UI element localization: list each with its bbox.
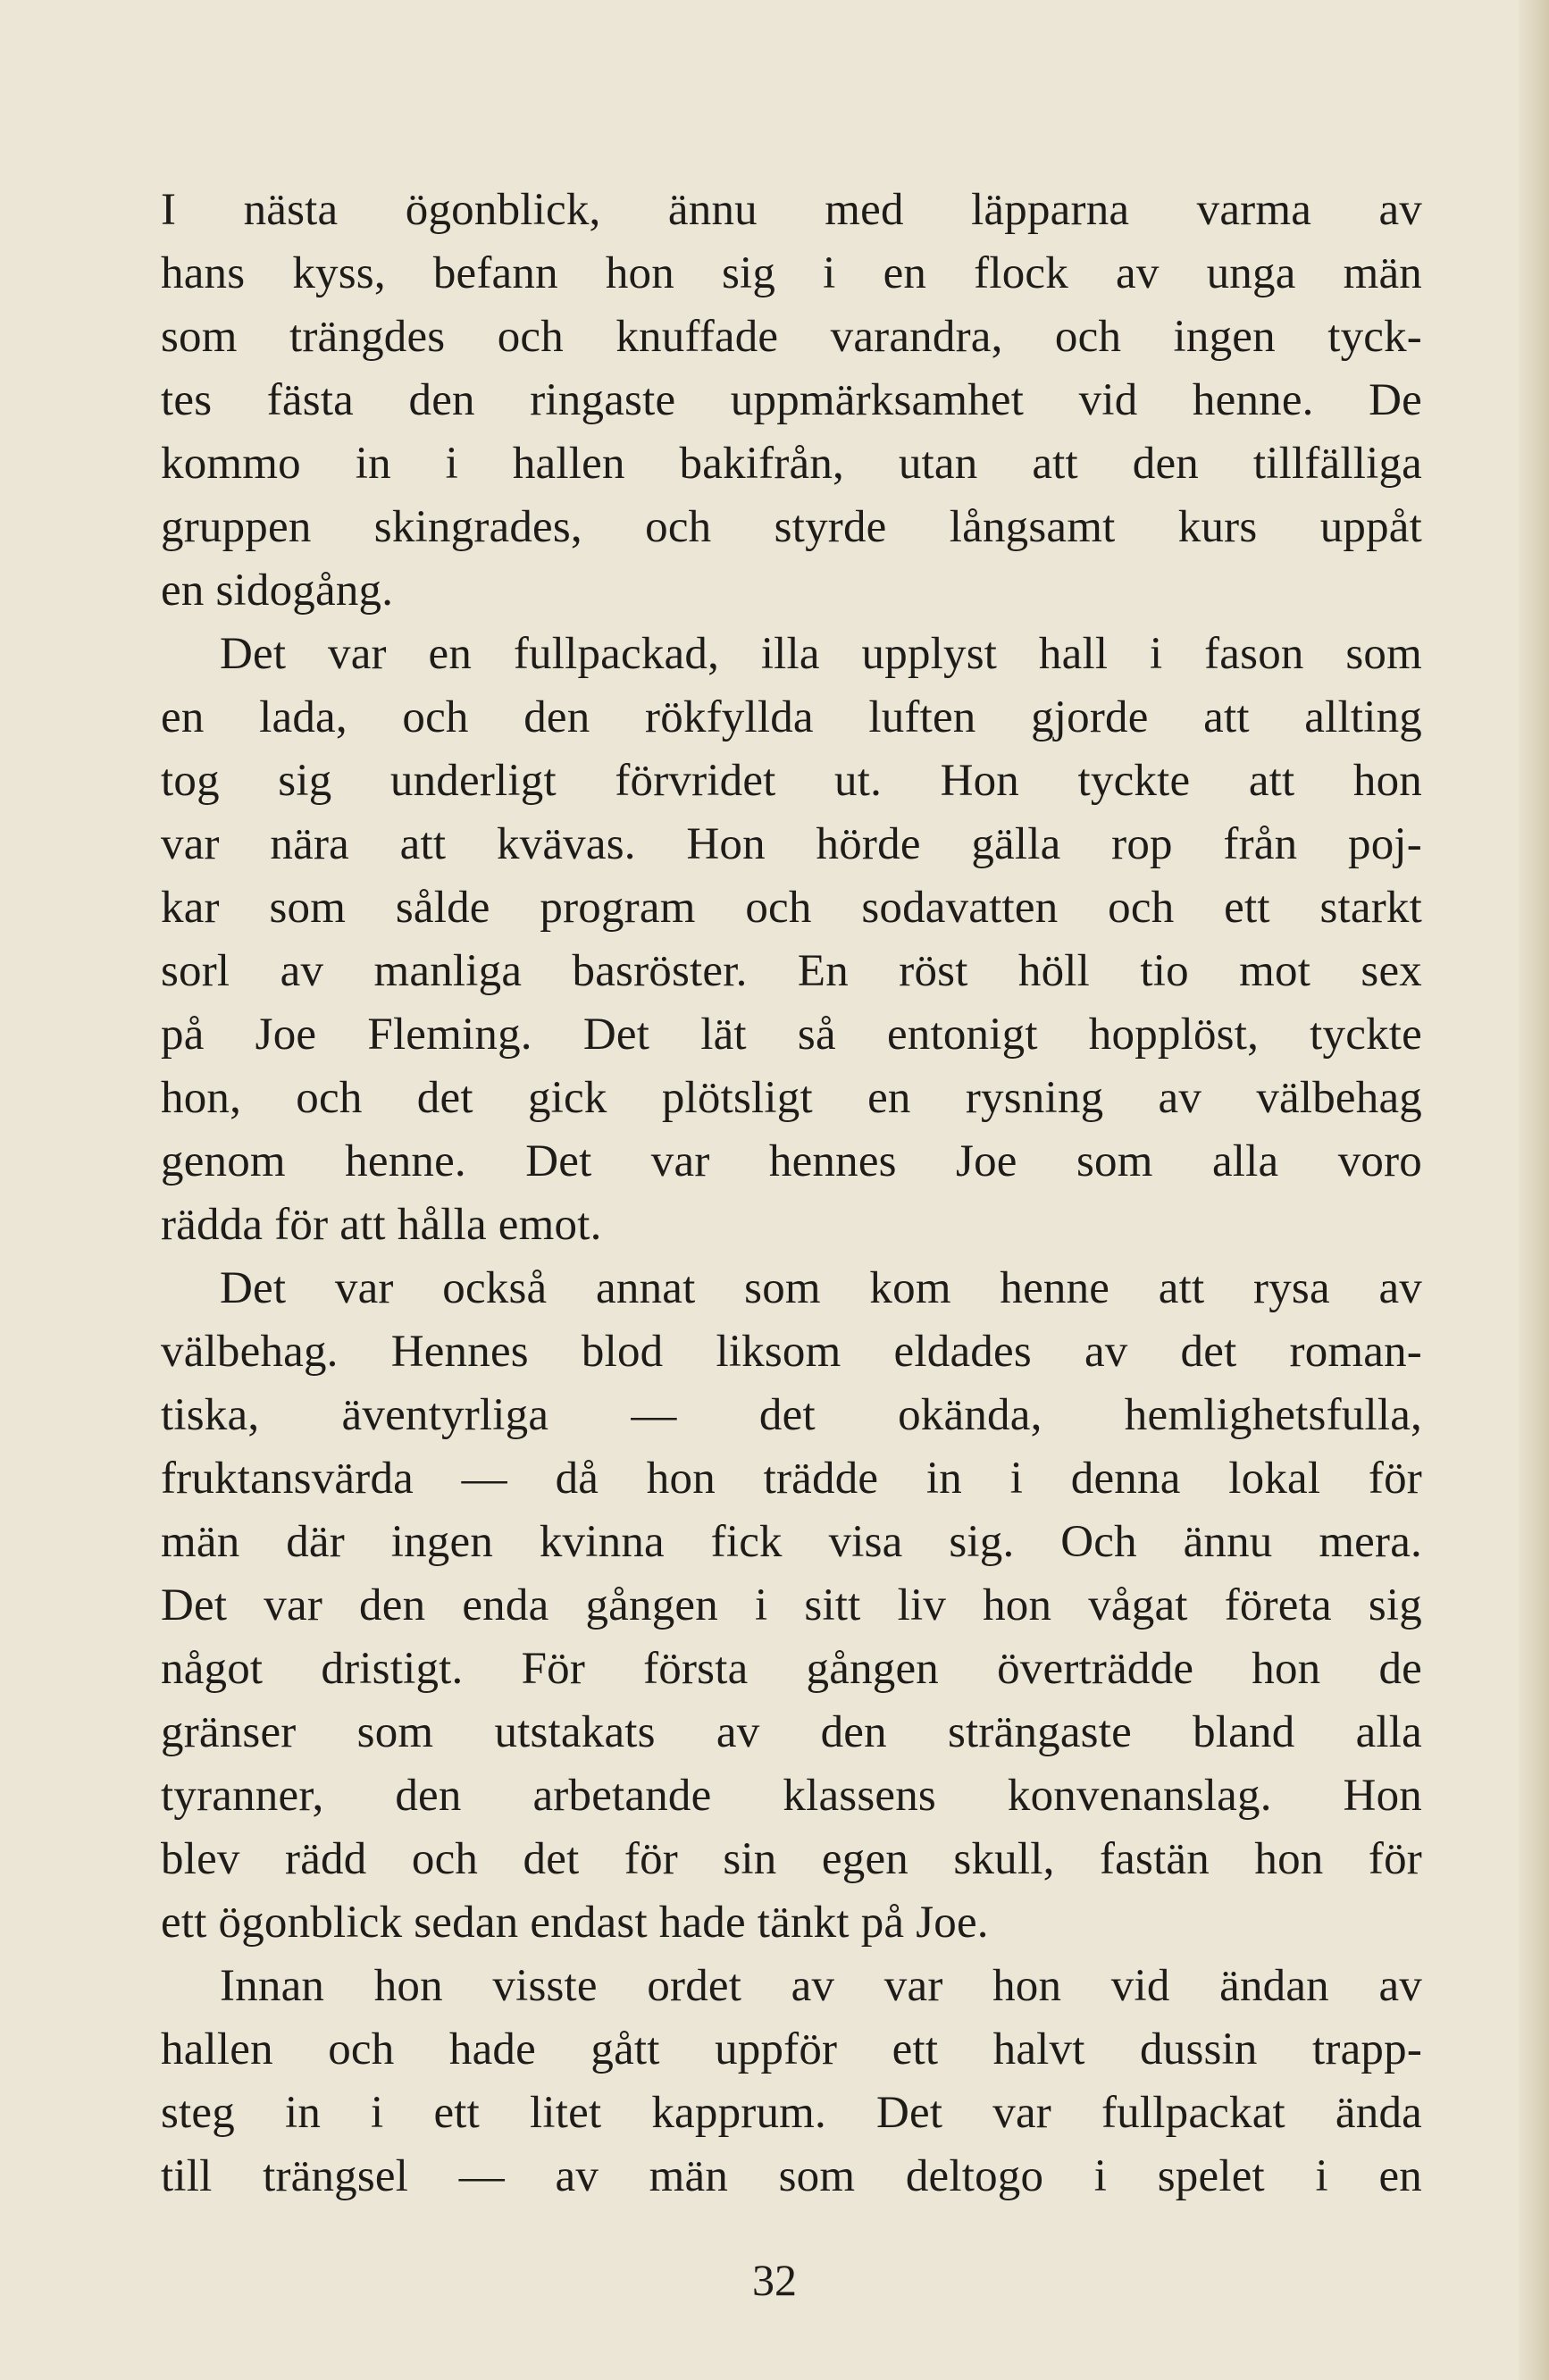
text-line: som trängdes och knuffade varandra, och ingen tyck- (161, 312, 1422, 362)
text-line: välbehag. Hennes blod liksom eldades av det roman- (161, 1327, 1422, 1377)
text-line: var nära att kvävas. Hon hörde gälla rop från poj- (161, 819, 1422, 869)
paragraph-2 (161, 623, 1422, 1257)
body-text (161, 179, 1422, 2208)
text-line: tes fästa den ringaste uppmärksamhet vid henne. De (161, 375, 1422, 425)
text-line: steg in i ett litet kapprum. Det var fullpackat ända (161, 2088, 1422, 2138)
text-line: sorl av manliga basröster. En röst höll tio mot sex (161, 946, 1422, 996)
text-line: rädda för att hålla emot. (161, 1200, 602, 1250)
text-line: Det var den enda gången i sitt liv hon vågat företa sig (161, 1580, 1422, 1630)
paragraph-4 (161, 1955, 1422, 2208)
text-line: tog sig underligt förvridet ut. Hon tyckte att hon (161, 756, 1422, 806)
text-line: Innan hon visste ordet av var hon vid ändan av (220, 1961, 1422, 2011)
text-line: I nästa ögonblick, ännu med läpparna varma av (161, 185, 1422, 235)
text-line: kar som sålde program och sodavatten och ett starkt (161, 883, 1422, 933)
text-line: Det var också annat som kom henne att rysa av (220, 1263, 1422, 1313)
text-line: hans kyss, befann hon sig i en flock av unga män (161, 248, 1422, 298)
text-line: gruppen skingrades, och styrde långsamt kurs uppåt (161, 502, 1422, 552)
page-edge-shadow (1519, 0, 1549, 2380)
text-line: fruktansvärda — då hon trädde in i denna lokal för (161, 1454, 1422, 1504)
text-line: till trängsel — av män som deltogo i spelet i en (161, 2151, 1422, 2201)
paragraph-3 (161, 1257, 1422, 1955)
text-line: tyranner, den arbetande klassens konvenanslag. Hon (161, 1771, 1422, 1821)
text-line: hon, och det gick plötsligt en rysning av välbehag (161, 1073, 1422, 1123)
text-line: genom henne. Det var hennes Joe som alla voro (161, 1136, 1422, 1186)
text-line: tiska, äventyrliga — det okända, hemlighetsfulla, (161, 1390, 1422, 1440)
page-number: 32 (752, 2255, 797, 2305)
text-line: gränser som utstakats av den strängaste bland alla (161, 1707, 1422, 1757)
paragraph-1 (161, 179, 1422, 623)
text-line: Det var en fullpackad, illa upplyst hall i fason som (220, 629, 1422, 679)
text-line: hallen och hade gått uppför ett halvt dussin trapp- (161, 2024, 1422, 2074)
text-line: män där ingen kvinna fick visa sig. Och ännu mera. (161, 1517, 1422, 1567)
text-line: ett ögonblick sedan endast hade tänkt på Joe. (161, 1898, 989, 1948)
text-line: något dristigt. För första gången överträdde hon de (161, 1644, 1422, 1694)
text-line: en lada, och den rökfyllda luften gjorde att allting (161, 692, 1422, 742)
text-line: på Joe Fleming. Det lät så entonigt hopplöst, tyckte (161, 1010, 1422, 1060)
text-line: kommo in i hallen bakifrån, utan att den tillfälliga (161, 439, 1422, 489)
text-line: en sidogång. (161, 566, 394, 616)
text-line: blev rädd och det för sin egen skull, fastän hon för (161, 1834, 1422, 1884)
